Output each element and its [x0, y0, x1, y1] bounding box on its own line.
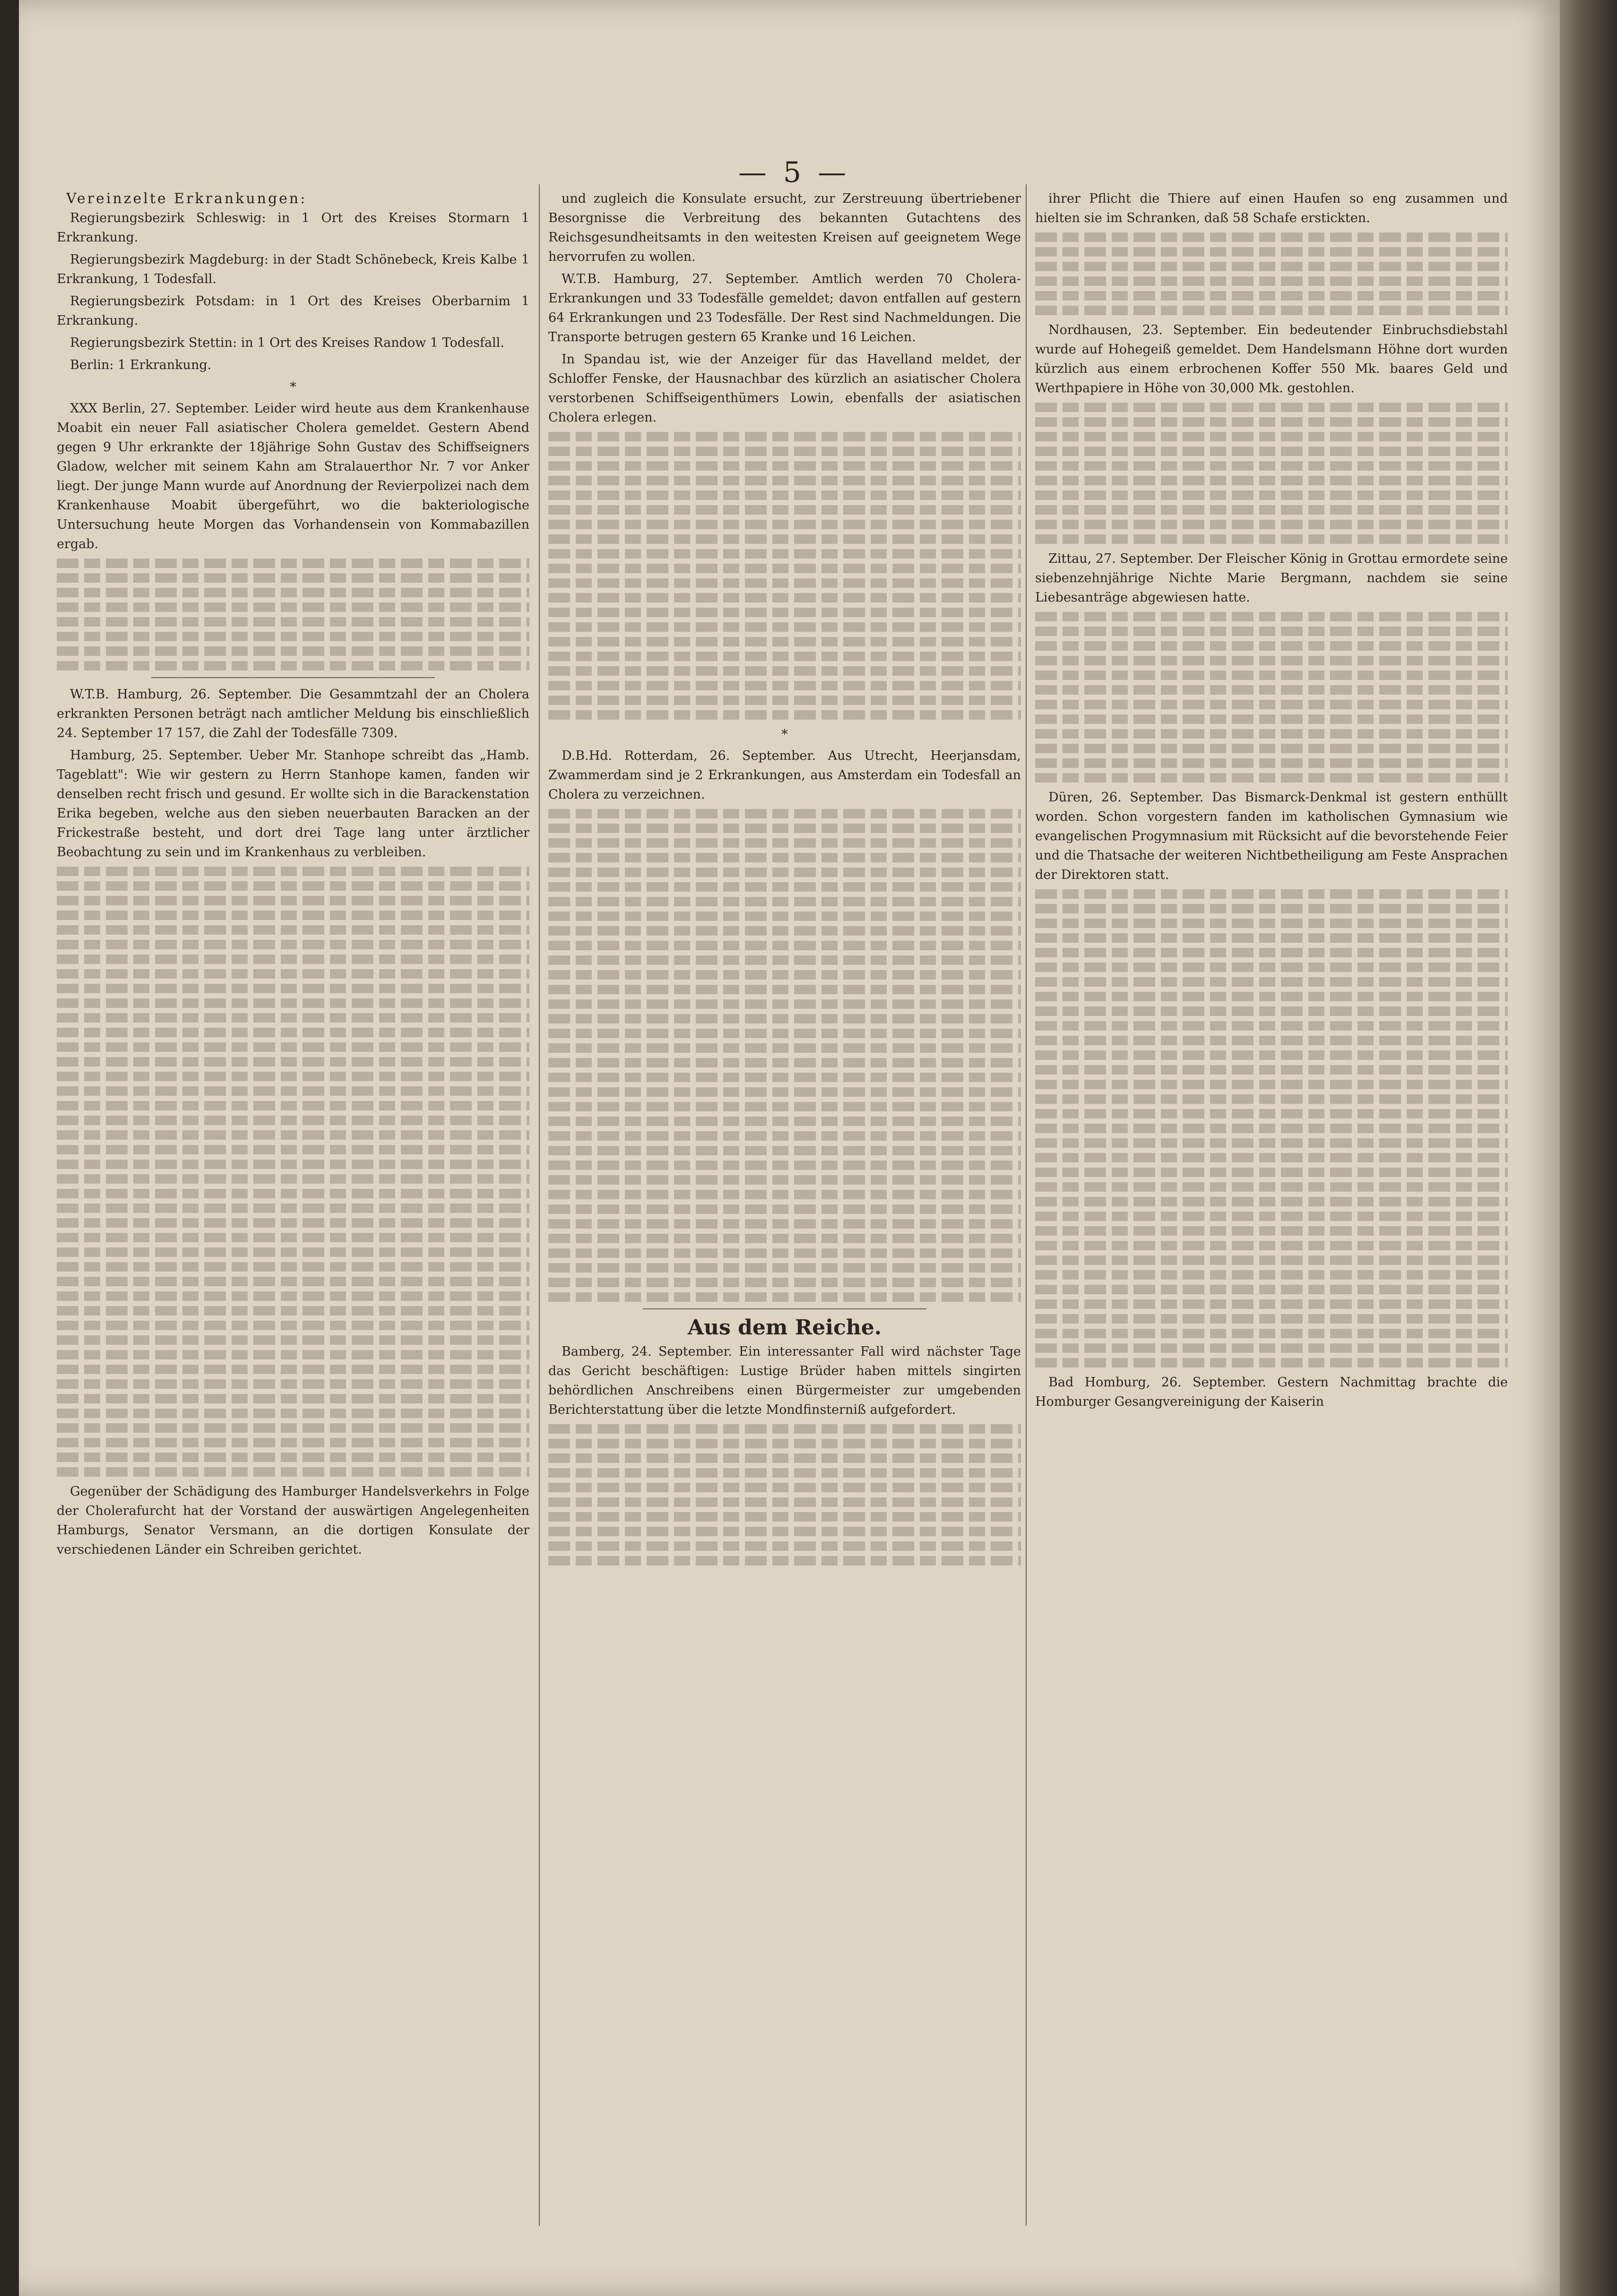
text-lines — [1035, 1241, 1508, 1250]
report-line: Regierungsbezirk Magdeburg: in der Stadt Schönebeck, Kreis Kalbe 1 Erkrankung, 1 Todesfall. — [57, 252, 529, 286]
text-lines — [57, 1365, 529, 1374]
text-lines — [1035, 1138, 1508, 1148]
text-lines — [57, 940, 529, 949]
text-lines — [1035, 671, 1508, 680]
text-lines — [548, 681, 1021, 690]
text-lines — [548, 999, 1021, 1009]
text-lines — [1035, 262, 1508, 271]
text-lines — [57, 881, 529, 891]
text-lines — [1035, 1168, 1508, 1177]
article-paragraph: W.T.B. Hamburg, 26. September. Die Gesammtzahl der an Cholera erkrankten Personen beträgt nach amtlicher Meldung bis einschließlich 24. September 17 157, die Zahl der Todesfälle 7309. — [57, 687, 529, 740]
text-lines — [548, 1146, 1021, 1155]
text-lines — [57, 1218, 529, 1228]
article-paragraph: D.B.Hd. Rotterdam, 26. September. Aus Utrecht, Heerjansdam, Zwammerdam sind je 2 Erkrankungen, aus Amsterdam ein Todesfall an Cholera zu verzeichnen. — [548, 748, 1021, 802]
text-lines — [1035, 1343, 1508, 1353]
page-number: — 5 — — [738, 156, 850, 189]
text-lines — [1035, 641, 1508, 651]
text-lines — [548, 809, 1021, 818]
text-lines — [57, 1028, 529, 1037]
text-lines — [548, 549, 1021, 559]
text-lines — [1035, 247, 1508, 257]
text-lines — [548, 1102, 1021, 1111]
article-paragraph: Nordhausen, 23. September. Ein bedeutender Einbruchsdiebstahl wurde auf Hohegeiß gemeldet. Dem Handelsmann Höhne dort wurden kürzlich aus einem erbrochenen Koffer 550 Mk. baares Geld und Werthpapiere in Höhe von 30,000 Mk. gestohlen. — [1035, 323, 1508, 396]
text-lines — [1035, 1212, 1508, 1221]
text-lines — [57, 1130, 529, 1140]
text-lines — [548, 696, 1021, 705]
text-lines — [1035, 1182, 1508, 1192]
text-lines — [1035, 904, 1508, 913]
text-lines — [548, 1497, 1021, 1507]
text-lines — [57, 1116, 529, 1125]
text-lines — [1035, 1299, 1508, 1309]
text-lines — [1035, 403, 1508, 412]
text-lines — [1035, 306, 1508, 315]
text-lines — [548, 1029, 1021, 1038]
text-lines — [57, 1467, 529, 1477]
text-lines — [57, 1453, 529, 1462]
text-lines — [57, 559, 529, 568]
text-lines — [1035, 700, 1508, 709]
text-lines — [548, 505, 1021, 515]
text-lines — [548, 970, 1021, 980]
text-lines — [548, 593, 1021, 602]
article-paragraph: Gegenüber der Schädigung des Hamburger Handelsverkehrs in Folge der Cholerafurcht hat der Vorstand der auswärtigen Angelegenheiten Hamburgs, Senator Versmann, an die dortigen Konsulate der verschiedenen Länder ein Schreiben gerichtet. — [57, 1484, 529, 1557]
column-left — [57, 189, 529, 2221]
text-lines — [1035, 461, 1508, 471]
text-lines — [1035, 1021, 1508, 1031]
text-lines — [548, 1278, 1021, 1287]
text-lines — [57, 1204, 529, 1213]
text-lines — [548, 912, 1021, 921]
text-lines — [57, 646, 529, 656]
text-lines — [548, 1131, 1021, 1141]
text-lines — [1035, 612, 1508, 621]
text-lines — [1035, 992, 1508, 1001]
newspaper-page — [19, 0, 1560, 2296]
text-lines — [1035, 1329, 1508, 1338]
text-lines — [57, 1145, 529, 1154]
text-lines — [548, 868, 1021, 877]
text-lines — [57, 1291, 529, 1301]
text-lines — [548, 578, 1021, 588]
text-lines — [1035, 729, 1508, 739]
text-lines — [57, 632, 529, 641]
text-lines — [548, 1161, 1021, 1170]
text-lines — [548, 564, 1021, 573]
text-lines — [1035, 948, 1508, 957]
article-paragraph: Düren, 26. September. Das Bismarck-Denkmal ist gestern enthüllt worden. Schon vorgestern fanden im katholischen Gymnasium wie evangelischen Progymnasium mit Rücksicht auf die bevorstehende Feier und die Thatsache der weiteren Nichtbetheiligung am Feste Ansprachen der Direktoren statt. — [1035, 790, 1508, 882]
text-lines — [57, 1013, 529, 1023]
text-lines — [1035, 1226, 1508, 1236]
text-lines — [548, 447, 1021, 456]
text-lines — [548, 1117, 1021, 1126]
text-lines — [1035, 744, 1508, 753]
text-lines — [548, 882, 1021, 892]
text-lines — [548, 710, 1021, 720]
column-divider — [539, 184, 540, 2226]
text-lines — [57, 1101, 529, 1110]
text-lines — [548, 1527, 1021, 1536]
text-lines — [548, 824, 1021, 833]
text-lines — [548, 1204, 1021, 1214]
text-lines — [1035, 232, 1508, 242]
separator-star: * — [781, 727, 788, 742]
text-lines — [548, 1292, 1021, 1302]
text-lines — [548, 1190, 1021, 1199]
text-lines — [57, 984, 529, 993]
text-lines — [57, 1086, 529, 1096]
text-lines — [1035, 1080, 1508, 1089]
text-lines — [57, 998, 529, 1008]
text-lines — [57, 867, 529, 876]
text-lines — [1035, 919, 1508, 928]
text-lines — [1035, 627, 1508, 636]
text-lines — [1035, 963, 1508, 972]
text-lines — [57, 1306, 529, 1316]
text-lines — [548, 1483, 1021, 1492]
text-lines — [57, 969, 529, 979]
text-lines — [548, 1014, 1021, 1023]
text-lines — [1035, 1285, 1508, 1294]
text-lines — [548, 534, 1021, 544]
text-lines — [1035, 714, 1508, 724]
article-paragraph: XXX Berlin, 27. September. Leider wird heute aus dem Krankenhause Moabit ein neuer Fall asiatischer Cholera gemeldet. Gestern Abend gegen 9 Uhr erkrankte der 18jährige Sohn Gustav des Schiffseigners Gladow, welcher mit seinem Kahn am Stralauerthor Nr. 7 vor Anker liegt. Der junge Mann wurde auf Anordnung der Revierpolizei nach dem Krankenhause Moabit übergeführt, wo die bakteriologische Untersuchung heute Morgen das Vorhandensein von Kommabazillen ergab. — [57, 401, 529, 551]
text-lines — [57, 1057, 529, 1066]
text-lines — [57, 1233, 529, 1242]
text-lines — [57, 617, 529, 627]
text-lines — [548, 1556, 1021, 1565]
article-paragraph: Bamberg, 24. September. Ein interessanter Fall wird nächster Tage das Gericht beschäftigen: Lustige Brüder haben mittels singirten behördlichen Anschreibens einen Bürgermeister zur umgebenden Berichterstattung über die letzte Mondfinsterniß aufgefordert. — [548, 1344, 1021, 1417]
article-paragraph: Zittau, 27. September. Der Fleischer König in Grottau ermordete seine siebenzehnjährige Nichte Marie Bergmann, nachdem sie seine Liebesanträge abgewiesen hatte. — [1035, 551, 1508, 605]
text-lines — [1035, 1036, 1508, 1045]
text-lines — [548, 926, 1021, 936]
text-lines — [548, 1541, 1021, 1551]
text-lines — [1035, 1270, 1508, 1280]
text-lines — [548, 1234, 1021, 1243]
column-right — [1035, 189, 1508, 2221]
text-lines — [1035, 276, 1508, 286]
text-lines — [1035, 1109, 1508, 1118]
text-lines — [548, 490, 1021, 500]
text-lines — [548, 955, 1021, 965]
text-lines — [548, 1175, 1021, 1185]
text-lines — [548, 622, 1021, 632]
text-lines — [1035, 889, 1508, 899]
text-lines — [57, 1379, 529, 1389]
text-lines — [548, 608, 1021, 617]
text-lines — [548, 985, 1021, 994]
text-lines — [57, 1072, 529, 1081]
text-lines — [548, 1439, 1021, 1448]
text-lines — [548, 1248, 1021, 1258]
text-lines — [57, 1160, 529, 1169]
article-paragraph: W.T.B. Hamburg, 27. September. Amtlich werden 70 Cholera-Erkrankungen und 33 Todesfälle gemeldet; davon entfallen auf gestern 64 Erkrankungen und 23 Todesfälle. Der Rest sind Nachmeldungen. Die Transporte betrugen gestern 65 Kranke und 16 Leichen. — [548, 272, 1021, 344]
text-lines — [1035, 977, 1508, 987]
report-line: Regierungsbezirk Schleswig: in 1 Ort des Kreises Stormarn 1 Erkrankung. — [57, 211, 529, 245]
text-lines — [548, 1058, 1021, 1067]
text-lines — [548, 652, 1021, 661]
text-lines — [548, 1043, 1021, 1053]
article-paragraph: Bad Homburg, 26. September. Gestern Nachmittag brachte die Homburger Gesangvereinigung der Kaiserin — [1035, 1375, 1508, 1409]
separator-star: * — [290, 380, 296, 395]
text-lines — [57, 955, 529, 964]
report-line: Berlin: 1 Erkrankung. — [70, 358, 212, 372]
article-rule — [643, 1308, 926, 1309]
text-lines — [1035, 758, 1508, 768]
text-lines — [548, 1468, 1021, 1478]
report-line: Regierungsbezirk Stettin: in 1 Ort des Kreises Randow 1 Todesfall. — [70, 335, 504, 350]
report-line: Regierungsbezirk Potsdam: in 1 Ort des Kreises Oberbarnim 1 Erkrankung. — [57, 294, 529, 328]
book-spine — [1560, 0, 1617, 2296]
article-paragraph: und zugleich die Konsulate ersucht, zur Zerstreuung übertriebener Besorgnisse die Verbreitung des bekannten Gutachtens des Reichsgesundheitsamts in den weitesten Kreisen auf geeignetem Wege hervorrufen zu wollen. — [548, 191, 1021, 264]
text-lines — [57, 1262, 529, 1272]
text-lines — [1035, 1065, 1508, 1075]
article-paragraph: In Spandau ist, wie der Anzeiger für das Havelland meldet, der Schloffer Fenske, der Hausnachbar des kürzlich an asiatischer Cholera verstorbenen Schiffseigenthümers Lowin, ebenfalls der asiatischen Cholera erlegen. — [548, 352, 1021, 425]
text-lines — [548, 1073, 1021, 1082]
text-lines — [1035, 505, 1508, 515]
text-lines — [57, 896, 529, 905]
section-heading: Vereinzelte Erkrankungen: — [66, 190, 307, 207]
text-lines — [548, 520, 1021, 529]
text-lines — [1035, 1255, 1508, 1265]
text-lines — [57, 911, 529, 920]
text-lines — [57, 573, 529, 583]
text-lines — [57, 925, 529, 935]
text-lines — [1035, 1050, 1508, 1060]
text-lines — [548, 432, 1021, 441]
text-lines — [1035, 1358, 1508, 1367]
text-lines — [1035, 773, 1508, 783]
column-middle — [548, 189, 1021, 2221]
text-lines — [548, 1087, 1021, 1097]
text-lines — [548, 1453, 1021, 1463]
text-lines — [57, 1189, 529, 1198]
text-lines — [1035, 520, 1508, 529]
text-lines — [1035, 534, 1508, 544]
text-lines — [57, 1394, 529, 1403]
text-lines — [57, 1335, 529, 1345]
text-lines — [548, 666, 1021, 676]
column-divider — [1026, 184, 1027, 2226]
text-lines — [1035, 291, 1508, 301]
text-lines — [548, 897, 1021, 906]
text-lines — [1035, 685, 1508, 695]
text-lines — [1035, 1094, 1508, 1104]
text-lines — [57, 1277, 529, 1286]
text-lines — [548, 853, 1021, 862]
text-lines — [57, 1409, 529, 1418]
text-lines — [548, 1512, 1021, 1522]
text-lines — [1035, 490, 1508, 500]
section-heading: Aus dem Reiche. — [687, 1316, 882, 1340]
text-lines — [1035, 1197, 1508, 1206]
text-lines — [548, 461, 1021, 471]
article-paragraph: Hamburg, 25. September. Ueber Mr. Stanhope schreibt das „Hamb. Tageblatt": Wie wir gestern zu Herrn Stanhope kamen, fanden wir denselben recht frisch und gesund. Er wollte sich in die Barackenstation Erika begeben, welche aus den sieben neuerbauten Baracken an der Frickestraße besteht, und dort drei Tage lang unter ärztlicher Beobachtung zu sein und im Krankenhaus zu verbleiben. — [57, 748, 529, 860]
text-lines — [1035, 447, 1508, 456]
text-lines — [57, 602, 529, 612]
text-lines — [57, 1438, 529, 1447]
text-lines — [57, 1042, 529, 1052]
text-lines — [1035, 1006, 1508, 1016]
article-paragraph: ihrer Pflicht die Thiere auf einen Haufen so eng zusammen und hielten sie im Schranken, daß 58 Schafe erstickten. — [1035, 191, 1508, 225]
text-lines — [548, 1219, 1021, 1229]
text-lines — [548, 941, 1021, 950]
text-lines — [57, 1174, 529, 1184]
text-lines — [1035, 1153, 1508, 1162]
text-lines — [548, 1424, 1021, 1434]
text-lines — [57, 1321, 529, 1330]
text-lines — [1035, 476, 1508, 485]
text-lines — [1035, 417, 1508, 427]
text-lines — [57, 1247, 529, 1257]
text-lines — [57, 1350, 529, 1359]
text-lines — [1035, 1314, 1508, 1324]
text-lines — [548, 637, 1021, 646]
text-lines — [57, 1423, 529, 1433]
text-lines — [1035, 933, 1508, 943]
text-lines — [548, 838, 1021, 848]
text-lines — [57, 588, 529, 597]
text-lines — [57, 661, 529, 671]
text-lines — [548, 1263, 1021, 1273]
article-rule — [151, 677, 435, 678]
text-lines — [1035, 656, 1508, 665]
text-lines — [1035, 1124, 1508, 1133]
text-lines — [548, 476, 1021, 485]
text-lines — [1035, 432, 1508, 441]
